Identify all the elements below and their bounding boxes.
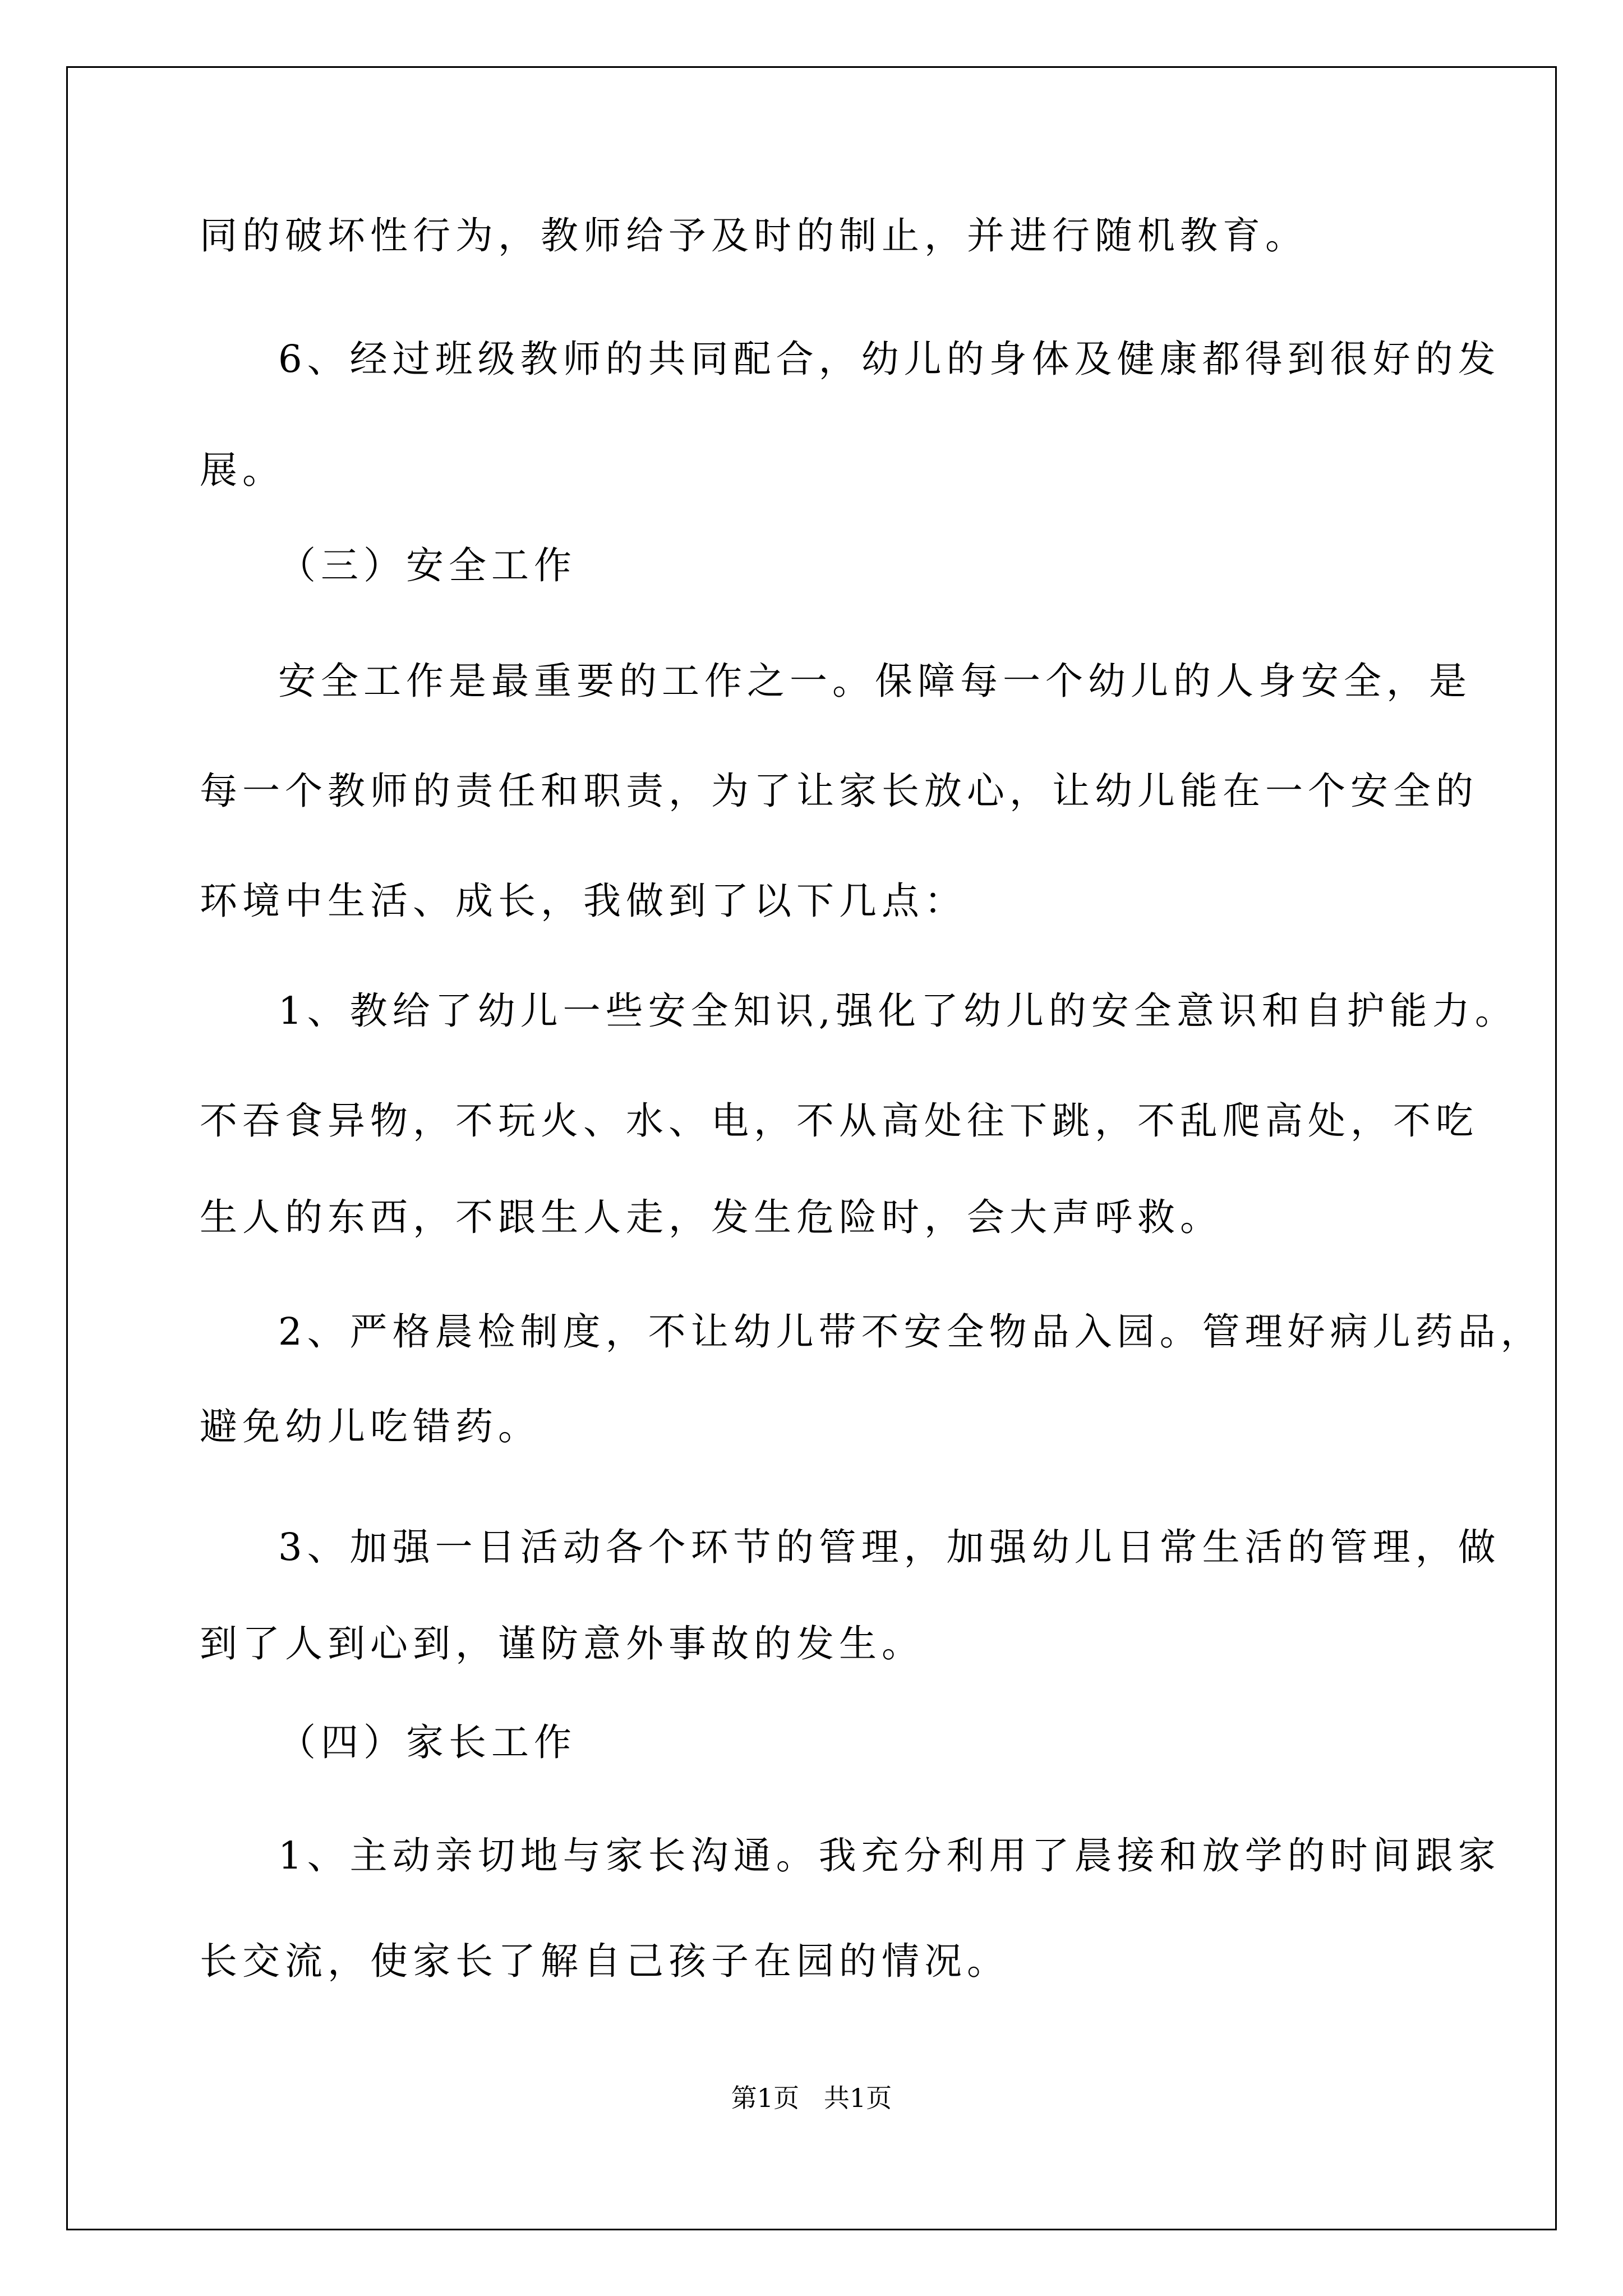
text-line: 1、主动亲切地与家长沟通。我充分利用了晨接和放学的时间跟家 <box>278 1834 1501 1878</box>
text-line: 每一个教师的责任和职责，为了让家长放心，让幼儿能在一个安全的 <box>200 769 1478 813</box>
text-line: 同的破坏性行为，教师给予及时的制止，并进行随机教育。 <box>200 214 1308 257</box>
text-line: 1、教给了幼儿一些安全知识,强化了幼儿的安全意识和自护能力。 <box>278 989 1518 1033</box>
text-line: 环境中生活、成长，我做到了以下几点： <box>200 879 967 923</box>
section-heading: （四）家长工作 <box>278 1720 577 1764</box>
text-line: 6、经过班级教师的共同配合，幼儿的身体及健康都得到很好的发 <box>278 337 1501 381</box>
text-line: 到了人到心到，谨防意外事故的发生。 <box>200 1622 924 1665</box>
text-line: 展。 <box>200 448 285 492</box>
page-number: 第1页 共1页 <box>731 2083 892 2113</box>
text-line: 生人的东西，不跟生人走，发生危险时，会大声呼救。 <box>200 1195 1223 1239</box>
section-heading: （三）安全工作 <box>278 544 577 587</box>
text-line: 不吞食异物，不玩火、水、电，不从高处往下跳，不乱爬高处，不吃 <box>200 1099 1478 1143</box>
text-line: 2、严格晨检制度，不让幼儿带不安全物品入园。管理好病儿药品， <box>278 1310 1543 1354</box>
page-frame <box>66 66 1557 2230</box>
text-line: 安全工作是最重要的工作之一。保障每一个幼儿的人身安全，是 <box>278 659 1472 703</box>
text-line: 3、加强一日活动各个环节的管理，加强幼儿日常生活的管理，做 <box>278 1525 1501 1569</box>
text-line: 避免幼儿吃错药。 <box>200 1405 541 1448</box>
text-line: 长交流，使家长了解自己孩子在园的情况。 <box>200 1939 1009 1983</box>
